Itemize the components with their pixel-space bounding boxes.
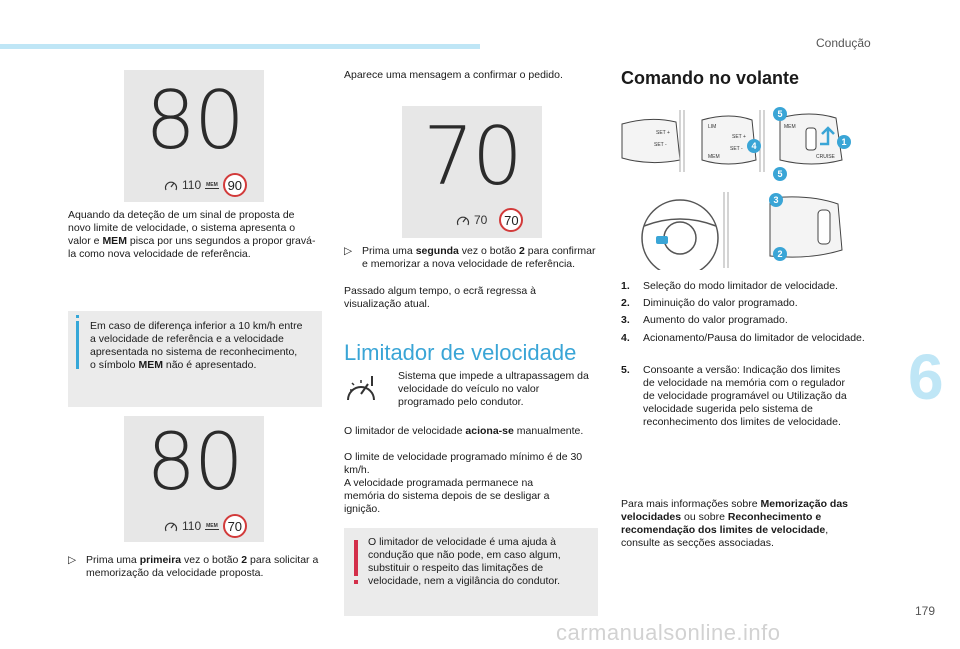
paragraph-confirm: Aparece uma mensagem a confirmar o pedido. [344,69,563,81]
paragraph-return: Passado algum tempo, o ecrã regressa à visualização atual. [344,285,537,310]
label-mem: MEM [784,124,796,130]
display-limit-value: 70 [474,213,488,227]
display-footer [456,208,523,232]
label-set-minus: SET - [654,142,667,148]
label-set-plus: SET + [656,130,670,136]
speed-limiter-icon [344,374,378,404]
paragraph-activation: O limitador de velocidade aciona-se manualmente. [344,425,584,437]
speedometer-icon [164,520,178,532]
speed-sign: 70 [223,514,247,538]
callout-5a: 5 [777,109,783,119]
label-cruise: CRUISE [816,154,835,160]
paragraph-detection: Aquando da deteção de um sinal de proposta de novo limite de velocidade, o sistema apresenta o valor e MEM pisca por uns segundos a propor gravá-la como nova velocidade de referência. [68,209,316,260]
warning-note-text: O limitador de velocidade é uma ajuda à condução que não pode, em caso algum, substituir o respeito das limitações de velocidade, nem a vigilância do condutor. [368,536,561,587]
callout-1: 1 [841,137,847,147]
mem-symbol: MEM [206,181,218,188]
paragraph-minimum: O limite de velocidade programado mínimo é de 30 km/h. [344,451,583,476]
paragraph-more-info: Para mais informações sobre Memorização das velocidades ou sobre Reconhecimento e recomendação dos limites de velocidade, consulte as secções associadas. [621,498,849,549]
bullet-first-press: ▷ Prima uma primeira vez o botão 2 para solicitar a memorização da velocidade proposta. [68,554,319,579]
paragraph-memory: A velocidade programada permanece na memória do sistema depois de se desligar a ignição. [344,477,550,515]
chapter-number: 6 [908,341,944,413]
display-footer [164,514,247,538]
speedometer-icon [456,214,470,226]
callout-5b: 5 [777,169,783,179]
warning-note [344,528,598,616]
speed-display-2 [124,416,264,542]
display-speed: 80 [145,74,243,167]
info-icon-dot [76,315,79,318]
speed-sign: 70 [499,208,523,232]
label-lim: LIM [708,124,717,130]
heading-speed-limiter: Limitador de velocidade [344,340,577,365]
steering-control-diagram [620,100,860,270]
heading-steering-control: Comando no volante [621,68,800,88]
bullet-arrow-icon: ▷ [68,554,77,566]
list-item: 3. Aumento do valor programado. [621,314,788,326]
mem-symbol: MEM [206,522,218,529]
speedometer-icon [164,179,178,191]
info-note [68,311,322,407]
label-set-plus: SET + [732,134,746,140]
speed-display-1 [124,70,264,202]
display-speed: 80 [146,418,242,508]
list-item: 2. Diminuição do valor programado. [621,297,798,309]
warning-icon-dot [354,580,358,584]
callout-4: 4 [751,141,757,151]
watermark: carmanualsonline.info [556,620,781,645]
section-name: Condução [816,36,871,50]
warning-icon [354,540,358,576]
bullet-second-press: ▷ Prima uma segunda vez o botão 2 para confirmar e memorizar a nova velocidade de referência. [344,245,596,270]
callout-3: 3 [773,195,779,205]
speed-display-3 [402,106,542,238]
list-item: 4. Acionamento/Pausa do limitador de velocidade. [621,332,865,344]
info-icon [76,321,79,369]
display-limit-value: 110 [182,519,202,533]
page-number: 179 [915,604,936,618]
paragraph-intro: Sistema que impede a ultrapassagem da velocidade do veículo no valor programado pelo condutor. [398,370,589,408]
bullet-arrow-icon: ▷ [344,245,353,257]
display-limit-value: 110 [182,178,202,192]
display-speed: 70 [423,110,521,203]
list-item: 1. Seleção do modo limitador de velocidade. [621,280,838,292]
label-mem: MEM [708,154,720,160]
info-note-text: Em caso de diferença inferior a 10 km/h entre a velocidade de referência e a velocidade apresentada no sistema de reconhecimento, o símbolo MEM não é apresentado. [90,320,303,371]
display-footer [164,173,247,197]
speed-sign: 90 [223,173,247,197]
list-item: 5. Consoante a versão: Indicação dos limites de velocidade na memória com o regulador de velocidade programável ou Utilização da velocidade sugerida pelo sistema de reconhecimento dos limites de velocidade. [621,364,847,428]
callout-2: 2 [777,249,783,259]
label-set-minus: SET - [730,146,743,152]
header-accent-bar [0,44,480,49]
